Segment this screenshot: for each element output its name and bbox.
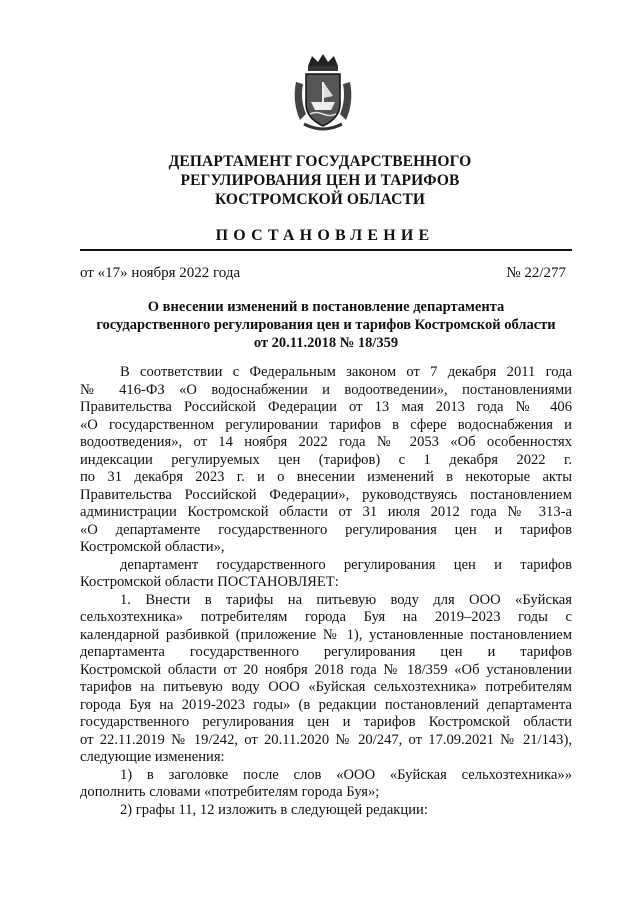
body-text-line: сельхозтехника» потребителям города Буя на 2019–2023 годы с bbox=[80, 609, 572, 625]
body-text-line: водоотведения», от 14 ноября 2022 года № 2053 «Об особенностях bbox=[80, 434, 572, 450]
body-text-line: по 31 декабря 2023 г. и о внесении изменений в некоторые акты bbox=[80, 469, 572, 485]
body-text-line: следующие изменения: bbox=[80, 749, 225, 765]
department-title-line: РЕГУЛИРОВАНИЯ ЦЕН И ТАРИФОВ bbox=[180, 172, 460, 189]
body-text-line: администрации Костромской области от 31 июля 2012 года № 313-а bbox=[80, 504, 572, 520]
date-number-line bbox=[80, 264, 570, 282]
body-text-line: от 22.11.2019 № 19/242, от 20.11.2020 № 20/247, от 17.09.2021 № 21/143), bbox=[80, 731, 572, 748]
body-text-line: календарной разбивкой (приложение № 1), установленные постановлением bbox=[80, 626, 572, 643]
body-text-line: 1. Внести в тарифы на питьевую воду для ООО «Буйская bbox=[120, 591, 572, 608]
subject-line: О внесении изменений в постановление департамента bbox=[147, 299, 505, 315]
body-text-line: города Буя на 2019-2023 годы» (в редакции постановлений департамента bbox=[80, 696, 572, 713]
body-text-line: индексации регулируемых цен (тарифов) с 1 декабря 2022 г. bbox=[80, 451, 572, 468]
body-text-line: Костромской области от 20 ноября 2018 года № 18/359 «Об установлении bbox=[80, 661, 572, 678]
body-text-line: 1) в заголовке после слов «ООО «Буйская сельхозтехника»» bbox=[120, 766, 572, 783]
body-text-line: Правительства Российской Федерации», руководствуясь постановлением bbox=[80, 486, 572, 503]
department-title-line: ДЕПАРТАМЕНТ ГОСУДАРСТВЕННОГО bbox=[168, 153, 472, 170]
body-text-line: государственного регулирования цен и тарифов Костромской области bbox=[80, 714, 572, 730]
document-number: № 22/277 bbox=[506, 265, 566, 281]
body-text-line: Костромской области ПОСТАНОВЛЯЕТ: bbox=[80, 574, 339, 590]
subject-line: государственного регулирования цен и тарифов Костромской области bbox=[96, 317, 556, 333]
body-text-line: департамента государственного регулирования цен и тарифов bbox=[80, 644, 572, 660]
body-text-line: «О государственном регулировании тарифов в сфере водоснабжения и bbox=[80, 416, 572, 433]
subject-line: от 20.11.2018 № 18/359 bbox=[253, 335, 399, 351]
document-subject bbox=[80, 298, 572, 352]
document-body bbox=[80, 364, 572, 819]
body-text-line: Правительства Российской Федерации от 13 мая 2013 года № 406 bbox=[80, 399, 572, 415]
body-text-line: 2) графы 11, 12 изложить в следующей редакции: bbox=[120, 801, 428, 818]
body-text-line: тарифов на питьевую воду ООО «Буйская сельхозтехника» потребителям bbox=[80, 679, 572, 695]
department-title bbox=[100, 152, 540, 209]
body-text-line: В соответствии с Федеральным законом от 7 декабря 2011 года bbox=[120, 364, 572, 380]
kostroma-coat-of-arms-icon bbox=[290, 52, 356, 132]
body-text-line: дополнить словами «потребителям города Буя»; bbox=[80, 784, 380, 800]
body-text-line: «О департаменте государственного регулирования цен и тарифов bbox=[80, 521, 572, 538]
body-text-line: Костромской области», bbox=[80, 539, 225, 555]
body-text-line: № 416-ФЗ «О водоснабжении и водоотведении», постановлениями bbox=[80, 381, 572, 398]
department-title-line: КОСТРОМСКОЙ ОБЛАСТИ bbox=[214, 191, 426, 208]
document-date: от «17» ноября 2022 года bbox=[80, 265, 241, 281]
document-type: ПОСТАНОВЛЕНИЕ bbox=[215, 227, 435, 244]
header-divider bbox=[80, 249, 572, 251]
body-text-line: департамент государственного регулирования цен и тарифов bbox=[120, 556, 572, 573]
